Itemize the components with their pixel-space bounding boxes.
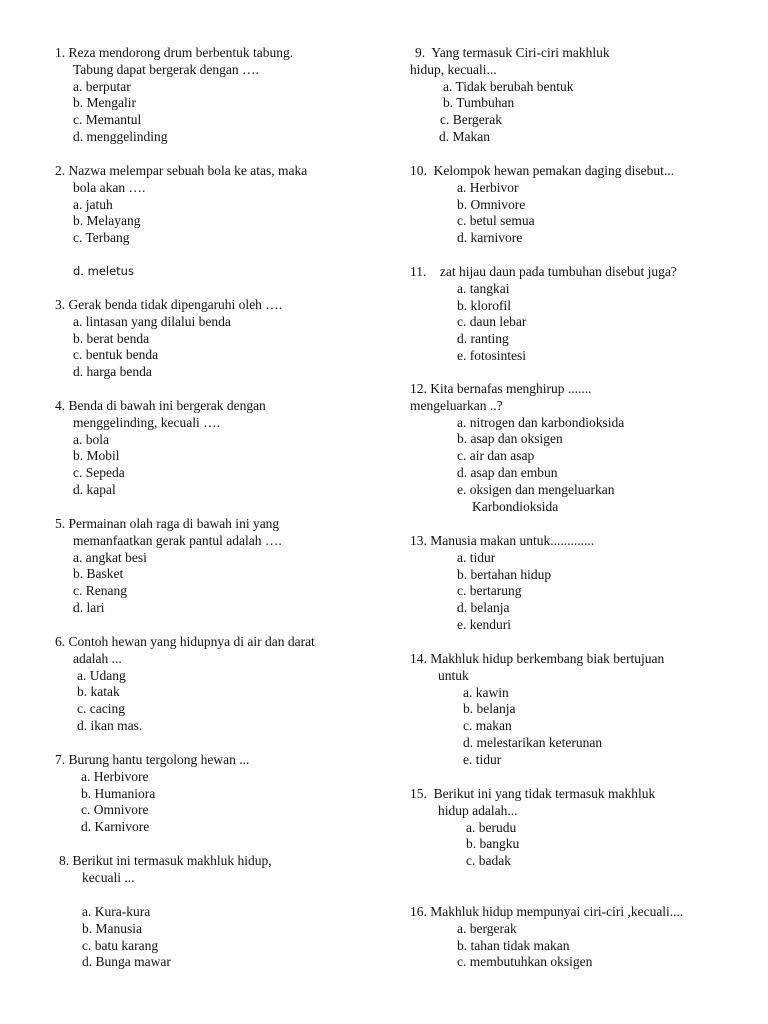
option[interactable]: b. bangku: [466, 836, 520, 852]
question-text: Kelompok hewan pemakan daging disebut...: [433, 163, 674, 178]
option[interactable]: b. asap dan oksigen: [457, 431, 563, 447]
option[interactable]: d. Makan: [439, 128, 490, 144]
question-8: [59, 853, 272, 887]
question-text: Gerak benda tidak dipengaruhi oleh ….: [68, 297, 283, 312]
question-text: Kita bernafas menghirup .......: [430, 381, 592, 396]
question-number: 1.: [55, 45, 66, 60]
option[interactable]: a. angkat besi: [73, 549, 147, 565]
option[interactable]: d. asap dan embun: [457, 464, 558, 480]
option[interactable]: d. harga benda: [73, 364, 152, 380]
option[interactable]: d. ranting: [457, 331, 509, 347]
option[interactable]: c. air dan asap: [457, 448, 535, 464]
question-15: [410, 786, 655, 870]
question-text: menggelinding, kecuali ….: [73, 414, 220, 430]
option[interactable]: d. karnivore: [457, 230, 523, 246]
option[interactable]: a. Herbivore: [81, 768, 149, 784]
option[interactable]: b. belanja: [463, 701, 516, 717]
question-number: 16.: [410, 904, 427, 919]
question-text: mengeluarkan ..?: [410, 397, 503, 413]
question-text: Benda di bawah ini bergerak dengan: [68, 398, 266, 413]
question-9: [410, 45, 610, 146]
option[interactable]: c. Bergerak: [440, 112, 502, 128]
option[interactable]: e. oksigen dan mengeluarkan: [457, 481, 615, 497]
option[interactable]: c. Memantul: [73, 112, 142, 128]
question-text: untuk: [438, 667, 469, 683]
question-number: 6.: [55, 634, 66, 649]
option[interactable]: a. tidur: [457, 549, 496, 565]
question-number: 12.: [410, 381, 427, 396]
option[interactable]: c. Sepeda: [73, 465, 125, 481]
question-6: [55, 634, 315, 735]
question-number: 9.: [415, 45, 426, 60]
question-13: [410, 533, 594, 634]
question-1: [55, 45, 293, 146]
option[interactable]: a. tangkai: [457, 280, 510, 296]
question-text: kecuali ...: [82, 869, 135, 885]
option[interactable]: e. fotosintesi: [457, 347, 526, 363]
option[interactable]: c. bentuk benda: [73, 347, 159, 363]
question-number: 3.: [55, 297, 66, 312]
question-text: bola akan ….: [73, 179, 146, 195]
option[interactable]: a. bergerak: [457, 920, 517, 936]
option[interactable]: d. Bunga mawar: [82, 954, 171, 970]
option[interactable]: b. katak: [77, 684, 120, 700]
option[interactable]: b. Humaniora: [81, 785, 156, 801]
question-number: 15.: [410, 786, 427, 801]
question-text: hidup, kecuali...: [410, 61, 497, 77]
option[interactable]: d. kapal: [73, 481, 116, 497]
question-10: [410, 163, 674, 247]
option[interactable]: a. bola: [73, 431, 109, 447]
option[interactable]: c. daun lebar: [457, 314, 527, 330]
option[interactable]: d. belanja: [457, 600, 510, 616]
option-continuation: Karbondioksida: [472, 498, 559, 514]
option[interactable]: b. Manusia: [82, 920, 142, 936]
option[interactable]: b. Tumbuhan: [443, 95, 515, 111]
question-8-options: [82, 904, 171, 971]
question-text: zat hijau daun pada tumbuhan disebut juga?: [439, 264, 677, 279]
option[interactable]: b. klorofil: [457, 297, 511, 313]
question-number: 4.: [55, 398, 66, 413]
question-7: [55, 752, 249, 836]
question-16: [410, 904, 683, 971]
option[interactable]: d. meletus: [73, 264, 134, 278]
question-text: Tabung dapat bergerak dengan ….: [73, 61, 259, 77]
option[interactable]: a. Tidak berubah bentuk: [443, 78, 574, 94]
option[interactable]: b. Mobil: [73, 448, 120, 464]
option[interactable]: c. Renang: [73, 583, 127, 599]
option[interactable]: a. Udang: [77, 667, 126, 683]
option[interactable]: c. membutuhkan oksigen: [457, 954, 593, 970]
option[interactable]: e. tidur: [463, 751, 502, 767]
question-text: Contoh hewan yang hidupnya di air dan darat: [68, 634, 315, 649]
question-2-option-d[interactable]: [73, 263, 134, 280]
question-4: [55, 398, 266, 499]
question-text: memanfaatkan gerak pantul adalah ….: [73, 532, 282, 548]
option[interactable]: a. berudu: [466, 819, 517, 835]
question-text: Nazwa melempar sebuah bola ke atas, maka: [68, 163, 308, 178]
option[interactable]: d. lari: [73, 599, 105, 615]
question-number: 11.: [410, 264, 427, 279]
question-number: 14.: [410, 651, 427, 666]
question-number: 7.: [55, 752, 66, 767]
question-text: Berikut ini termasuk makhluk hidup,: [72, 853, 272, 868]
question-text: Berikut ini yang tidak termasuk makhluk: [433, 786, 656, 801]
question-number: 2.: [55, 163, 66, 178]
option[interactable]: e. kenduri: [457, 616, 511, 632]
option[interactable]: b. tahan tidak makan: [457, 937, 570, 953]
option[interactable]: a. lintasan yang dilalui benda: [73, 313, 231, 329]
option[interactable]: d. melestarikan keterunan: [463, 734, 603, 750]
option[interactable]: b. Mengalir: [73, 95, 136, 111]
question-3: [55, 297, 282, 381]
question-12: [410, 381, 624, 515]
option[interactable]: b. Omnivore: [457, 196, 526, 212]
option[interactable]: a. jatuh: [73, 196, 113, 212]
option[interactable]: a. kawin: [463, 684, 509, 700]
question-2: [55, 163, 307, 247]
question-number: 5.: [55, 516, 66, 531]
option[interactable]: d. menggelinding: [73, 128, 168, 144]
question-number: 13.: [410, 533, 427, 548]
question-text: Yang termasuk Ciri-ciri makhluk: [431, 45, 610, 60]
option[interactable]: b. Melayang: [73, 213, 141, 229]
option[interactable]: c. badak: [466, 853, 511, 869]
question-text: Makhluk hidup berkembang biak bertujuan: [430, 651, 665, 666]
option[interactable]: a. nitrogen dan karbondioksida: [457, 414, 625, 430]
question-number: 8.: [59, 853, 70, 868]
question-text: hidup adalah...: [438, 802, 518, 818]
option[interactable]: c. batu karang: [82, 937, 159, 953]
option[interactable]: c. bertarung: [457, 583, 522, 599]
question-number: 10.: [410, 163, 427, 178]
option[interactable]: c. Terbang: [73, 230, 130, 246]
question-5: [55, 516, 282, 617]
option[interactable]: c. makan: [463, 718, 512, 734]
question-text: Manusia makan untuk.............: [430, 533, 595, 548]
option[interactable]: b. berat benda: [73, 330, 150, 346]
option[interactable]: d. ikan mas.: [77, 717, 143, 733]
option[interactable]: a. berputar: [73, 78, 131, 94]
question-text: Permainan olah raga di bawah ini yang: [68, 516, 280, 531]
option[interactable]: d. Karnivore: [81, 819, 150, 835]
question-11: [410, 264, 677, 365]
option[interactable]: c. betul semua: [457, 213, 535, 229]
question-text: Makhluk hidup mempunyai ciri-ciri ,kecuali....: [430, 904, 684, 919]
option[interactable]: a. Herbivor: [457, 179, 519, 195]
option[interactable]: b. bertahan hidup: [457, 566, 552, 582]
option[interactable]: c. cacing: [77, 701, 125, 717]
question-14: [410, 651, 664, 769]
option[interactable]: c. Omnivore: [81, 802, 149, 818]
question-text: adalah ...: [73, 650, 122, 666]
question-text: Burung hantu tergolong hewan ...: [68, 752, 250, 767]
question-text: Reza mendorong drum berbentuk tabung.: [68, 45, 294, 60]
option[interactable]: b. Basket: [73, 566, 124, 582]
option[interactable]: a. Kura-kura: [82, 904, 151, 919]
